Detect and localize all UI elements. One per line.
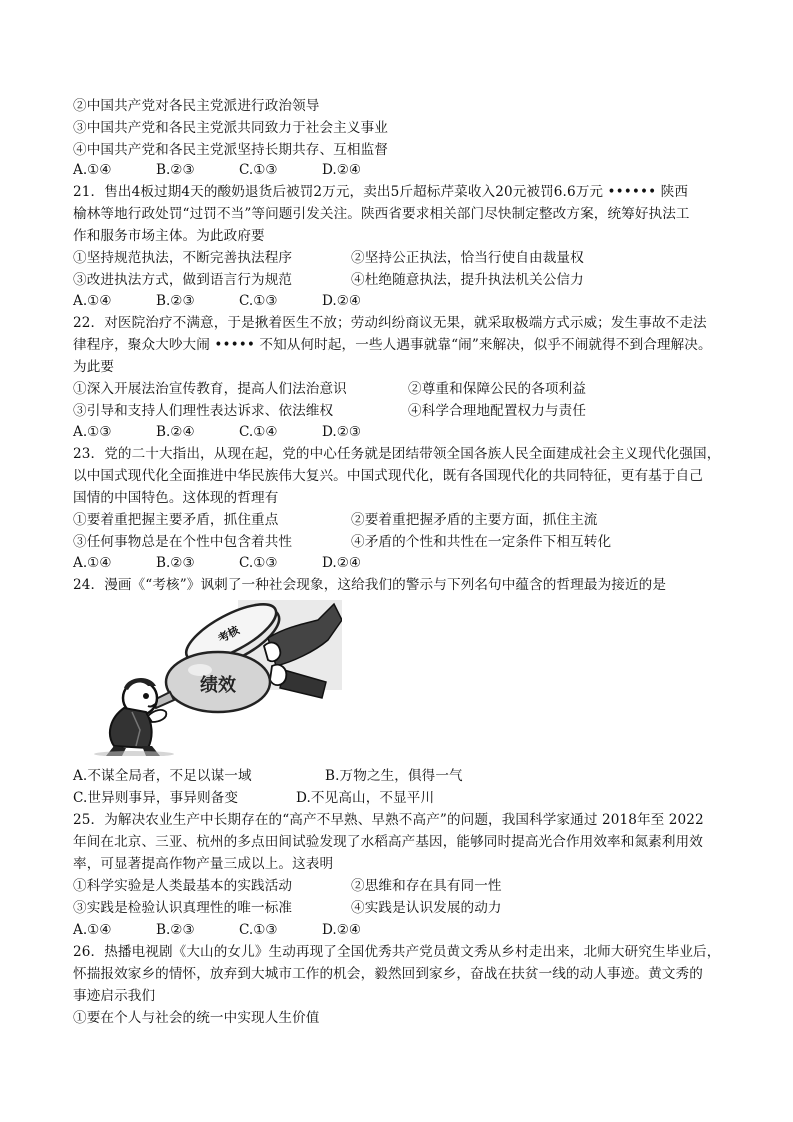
- q25-option-a: A.①④: [73, 922, 112, 938]
- q20-option-d: D.②④: [322, 162, 362, 178]
- q22-option-b: B.②④: [156, 424, 195, 440]
- q23-stem-line-3: 国情的中国特色。这体现的哲理有: [73, 490, 279, 506]
- q23-option-d: D.②④: [322, 555, 362, 571]
- q23-item-1: ①要着重把握主要矛盾，抓住重点: [73, 512, 279, 528]
- q21-stem-line-2: 榆林等地行政处罚“过罚不当”等问题引发关注。陕西省要求相关部门尽快制定整改方案，统筹好执法工: [73, 206, 690, 222]
- q24-option-c: C.世异则事异，事异则备变: [73, 790, 239, 806]
- q20-option-a: A.①④: [73, 162, 112, 178]
- q26-stem-line-3: 事迹启示我们: [73, 988, 156, 1004]
- cartoon-balloon-label: 绩效: [200, 675, 236, 696]
- q24-option-a: A.不谋全局者，不足以谋一域: [73, 768, 252, 784]
- q25-option-b: B.②③: [156, 922, 195, 938]
- q21-item-3: ③改进执法方式，做到语言行为规范: [73, 272, 293, 288]
- q26-item-1: ①要在个人与社会的统一中实现人生价值: [73, 1010, 320, 1026]
- q22-item-3: ③引导和支持人们理性表达诉求、依法维权: [73, 403, 334, 419]
- cartoon-kaohe-image: [88, 600, 342, 756]
- q25-item-3: ③实践是检验认识真理性的唯一标准: [73, 900, 293, 916]
- q23-stem-line-2: 以中国式现代化全面推进中华民族伟大复兴。中国式现代化，既有各国现代化的共同特征，更有基于自己: [73, 468, 703, 484]
- q25-stem-line-1: 25．为解决农业生产中长期存在的“高产不早熟、早熟不高产”的问题，我国科学家通过 2018年至 2022: [73, 812, 704, 828]
- q25-item-2: ②思维和存在具有同一性: [351, 878, 502, 894]
- q22-item-2: ②尊重和保障公民的各项利益: [408, 381, 587, 397]
- q20-item-2: ②中国共产党对各民主党派进行政治领导: [73, 98, 320, 114]
- q21-stem-line-1: 21．售出4板过期4天的酸奶退货后被罚2万元，卖出5斤超标芹菜收入20元被罚6.6万元 •••••• 陕西: [73, 184, 689, 200]
- q20-option-c: C.①③: [239, 162, 278, 178]
- q23-item-3: ③任何事物总是在个性中包含着共性: [73, 534, 293, 550]
- q21-option-a: A.①④: [73, 293, 112, 309]
- q22-option-d: D.②③: [322, 424, 362, 440]
- q25-item-1: ①科学实验是人类最基本的实践活动: [73, 878, 293, 894]
- q20-item-3: ③中国共产党和各民主党派共同致力于社会主义事业: [73, 120, 388, 136]
- q24-stem-line-1: 24．漫画《“考核”》讽刺了一种社会现象，这给我们的警示与下列名句中蕴含的哲理最为接近的是: [73, 577, 667, 593]
- q22-item-4: ④科学合理地配置权力与责任: [408, 403, 587, 419]
- q25-stem-line-2: 年间在北京、三亚、杭州的多点田间试验发现了水稻高产基因，能够同时提高光合作用效率和氮素利用效: [73, 834, 703, 850]
- q21-stem-line-3: 作和服务市场主体。为此政府要: [73, 228, 265, 244]
- q25-option-c: C.①③: [239, 922, 278, 938]
- q22-stem-line-1: 22．对医院治疗不满意，于是揪着医生不放；劳动纠纷商议无果，就采取极端方式示威；发生事故不走法: [73, 315, 707, 331]
- q21-option-c: C.①③: [239, 293, 278, 309]
- q22-option-a: A.①③: [73, 424, 112, 440]
- q23-stem-line-1: 23．党的二十大指出，从现在起，党的中心任务就是团结带领全国各族人民全面建成社会主义现代化强国，: [73, 446, 721, 462]
- q25-item-4: ④实践是认识发展的动力: [351, 900, 502, 916]
- cartoon-lid-label: 考核: [216, 623, 242, 646]
- q22-stem-line-3: 为此要: [73, 359, 115, 375]
- q20-item-4: ④中国共产党和各民主党派坚持长期共存、互相监督: [73, 142, 388, 158]
- q23-option-c: C.①③: [239, 555, 278, 571]
- q21-item-4: ④杜绝随意执法，提升执法机关公信力: [351, 272, 584, 288]
- q24-option-d: D.不见高山，不显平川: [296, 790, 435, 806]
- q21-option-b: B.②③: [156, 293, 195, 309]
- q24-option-b: B.万物之生，俱得一气: [325, 768, 463, 784]
- q22-item-1: ①深入开展法治宣传教育，提高人们法治意识: [73, 381, 347, 397]
- q21-option-d: D.②④: [322, 293, 362, 309]
- q21-item-2: ②坚持公正执法，恰当行使自由裁量权: [351, 250, 584, 266]
- q25-stem-line-3: 率，可显著提高作物产量三成以上。这表明: [73, 856, 334, 872]
- q23-option-a: A.①④: [73, 555, 112, 571]
- q21-item-1: ①坚持规范执法，不断完善执法程序: [73, 250, 293, 266]
- q26-stem-line-2: 怀揣报效家乡的情怀，放弃到大城市工作的机会，毅然回到家乡，奋战在扶贫一线的动人事迹。黄文秀的: [73, 966, 703, 982]
- q23-item-4: ④矛盾的个性和共性在一定条件下相互转化: [351, 534, 612, 550]
- q23-option-b: B.②③: [156, 555, 195, 571]
- q22-stem-line-2: 律程序，聚众大吵大闹 ••••• 不知从何时起，一些人遇事就靠“闹”来解决，似乎不闹就得不到合理解决。: [73, 337, 712, 353]
- q20-option-b: B.②③: [156, 162, 195, 178]
- q25-option-d: D.②④: [322, 922, 362, 938]
- q26-stem-line-1: 26．热播电视剧《大山的女儿》生动再现了全国优秀共产党员黄文秀从乡村走出来，北师大研究生毕业后，: [73, 944, 721, 960]
- q23-item-2: ②要着重把握矛盾的主要方面，抓住主流: [351, 512, 598, 528]
- q22-option-c: C.①④: [239, 424, 278, 440]
